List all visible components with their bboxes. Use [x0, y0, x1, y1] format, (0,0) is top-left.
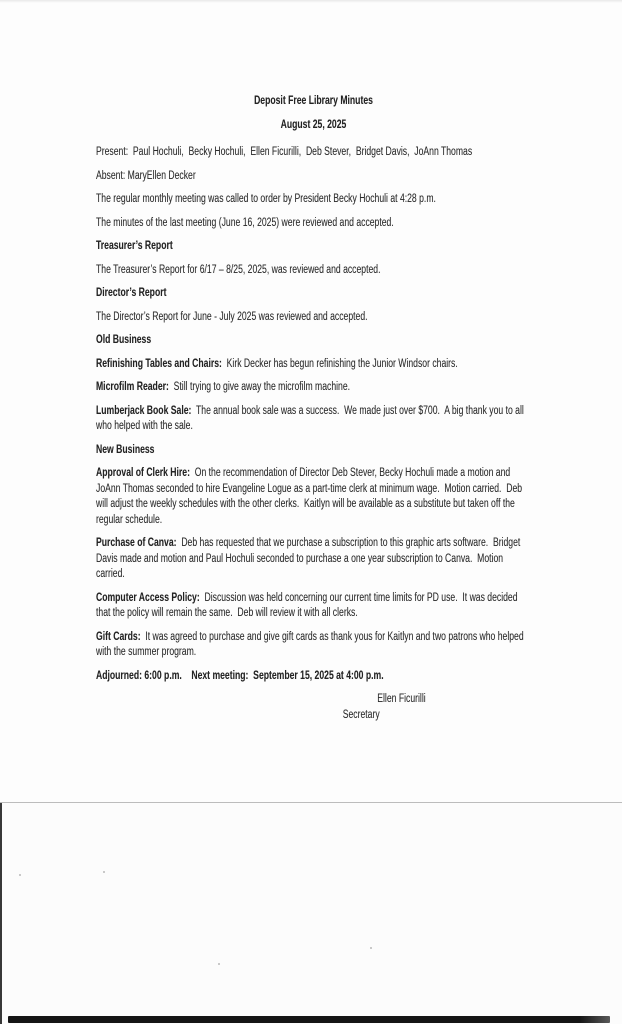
signature-block: [96, 692, 531, 723]
paragraph-lead: Refinishing Tables and Chairs:: [96, 357, 222, 370]
paragraph-text: The annual book sale was a success. We made just over $700. A big thank you to all who helped with the sale.: [96, 404, 527, 432]
document-title: Deposit Free Library Minutes: [254, 95, 373, 107]
paragraph-text: Still trying to give away the microfilm machine.: [168, 381, 351, 393]
document-date: August 25, 2025: [280, 118, 347, 131]
computer-access-paragraph: [96, 591, 531, 622]
paragraph-lead: Approval of Clerk Hire:: [96, 467, 190, 479]
scanner-background-region: [0, 803, 622, 1024]
paragraph-text: Discussion was held concerning our current time limits for PD use. It was decided that the policy will remain the same. Deb will review it with all clerks.: [96, 591, 520, 619]
directors-report-paragraph: [96, 310, 531, 326]
paragraph-lead: Adjourned: 6:00 p.m. Next meeting: September 15, 2025 at 4:00 p.m.: [96, 669, 384, 682]
scanner-left-edge-shadow: [0, 803, 2, 1024]
section-heading: Treasurer’s Report: [96, 240, 173, 252]
section-heading: Old Business: [96, 334, 152, 346]
scan-speck: [370, 947, 372, 949]
clerk-hire-paragraph: [96, 466, 531, 528]
minutes-document-body: [96, 94, 531, 723]
paragraph-lead: Computer Access Policy:: [96, 591, 200, 604]
scan-speck: [19, 874, 21, 876]
paragraph-lead: Purchase of Canva:: [96, 537, 177, 549]
scan-top-edge-shade: [0, 0, 622, 3]
paragraph-text: On the recommendation of Director Deb Stever, Becky Hochuli made a motion and JoAnn Thomas seconded to hire Evangeline Logue as a part-time clerk at minimum wage. Motion carried. Deb will adjust the weekly schedules with the other clerks. Kaitlyn will be available as a substitute but taken off the regular schedule.: [96, 467, 525, 526]
paragraph-text: The minutes of the last meeting (June 16, 2025) were reviewed and accepted.: [96, 216, 394, 229]
absent-line: [96, 169, 531, 185]
book-sale-paragraph: [96, 404, 531, 435]
paragraph-text: Kirk Decker has begun refinishing the Junior Windsor chairs.: [221, 357, 458, 370]
paragraph-text: The Treasurer’s Report for 6/17 – 8/25, 2025, was reviewed and accepted.: [96, 263, 381, 276]
canva-paragraph: [96, 536, 531, 583]
section-heading: New Business: [96, 443, 155, 456]
paragraph-lead: Microfilm Reader:: [96, 381, 169, 393]
heading-new-business: [96, 443, 531, 459]
heading-treasurers-report: [96, 239, 531, 255]
previous-minutes-line: [96, 216, 531, 232]
microfilm-paragraph: [96, 380, 531, 396]
treasurers-report-paragraph: [96, 263, 531, 279]
paragraph-lead: Gift Cards:: [96, 630, 141, 643]
present-line: [96, 145, 531, 161]
paragraph-text: The Director’s Report for June - July 2025 was reviewed and accepted.: [96, 310, 368, 323]
heading-directors-report: [96, 286, 531, 302]
adjourned-line: [96, 669, 531, 685]
paragraph-text: Absent: MaryEllen Decker: [96, 169, 196, 182]
scanner-bottom-bar: [8, 1016, 610, 1023]
gift-cards-paragraph: [96, 630, 531, 661]
signature-name: Ellen Ficurilli: [377, 693, 426, 705]
paragraph-text: The regular monthly meeting was called to order by President Becky Hochuli at 4:28 p.m.: [96, 193, 436, 205]
heading-old-business: [96, 333, 531, 349]
scan-speck: [103, 871, 105, 873]
refinishing-paragraph: [96, 357, 531, 373]
paragraph-lead: Lumberjack Book Sale:: [96, 404, 192, 417]
signature-role: Secretary: [342, 708, 380, 721]
paper-bottom-edge-line: [0, 802, 622, 803]
scan-speck: [218, 963, 220, 965]
call-to-order-line: [96, 192, 531, 208]
paragraph-text: Present: Paul Hochuli, Becky Hochuli, Ellen Ficurilli, Deb Stever, Bridget Davis, JoAnn Thomas: [96, 146, 473, 158]
section-heading: Director’s Report: [96, 287, 167, 299]
paragraph-text: It was agreed to purchase and give gift cards as thank yous for Kaitlyn and two patrons who helped with the summer program.: [96, 630, 527, 658]
paragraph-text: Deb has requested that we purchase a subscription to this graphic arts software. Bridget Davis made and motion and Paul Hochuli seconded to purchase a one year subscription to Canva. Motion carried.: [96, 537, 523, 580]
